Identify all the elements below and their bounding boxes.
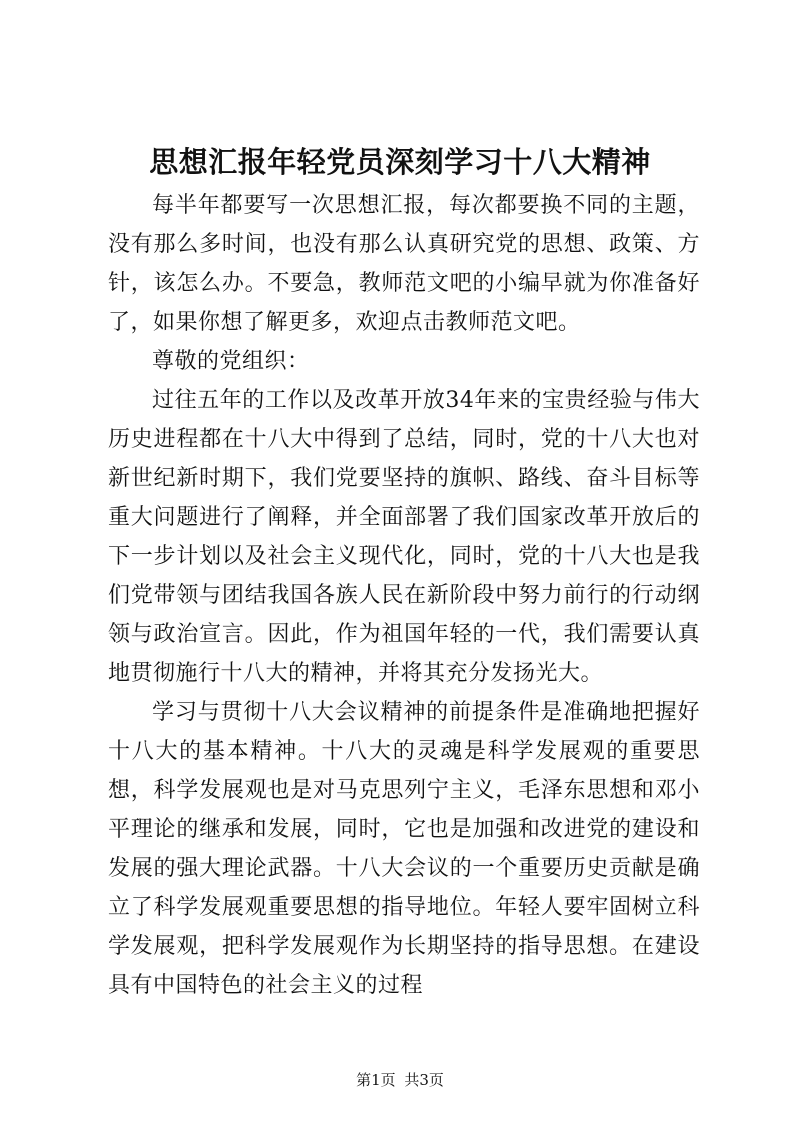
salutation: 尊敬的党组织： bbox=[152, 349, 310, 374]
document-title: 思想汇报年轻党员深刻学习十八大精神 bbox=[149, 145, 651, 179]
body-paragraph: 过往五年的工作以及改革开放34年来的宝贵经验与伟大历史进程都在十八大中得到了总结，同时，党的十八大也对新世纪新时期下，我们党要坚持的旗帜、路线、奋斗目标等重大问题进行了阐释，并全面部署了我们国家改革开放后的下一步计划以及社会主义现代化，同时，党的十八大也是我们党带领与团结我国各族人民在新阶段中努力前行的行动纲领与政治宣言。因此，作为祖国年轻的一代，我们需要认真地贯彻施行十八大的精神，并将其充分发扬光大。 bbox=[108, 388, 700, 686]
page-footer bbox=[0, 1070, 800, 1090]
intro-paragraph: 每半年都要写一次思想汇报，每次都要换不同的主题，没有那么多时间，也没有那么认真研究党的思想、政策、方针，该怎么办。不要急，教师范文吧的小编早就为你准备好了，如果你想了解更多，欢迎点击教师范文吧。 bbox=[108, 193, 700, 335]
page-number: 第1页 bbox=[356, 1071, 396, 1089]
page-total: 共3页 bbox=[404, 1071, 444, 1089]
document-body bbox=[108, 186, 700, 1005]
body-paragraph: 学习与贯彻十八大会议精神的前提条件是准确地把握好十八大的基本精神。十八大的灵魂是科学发展观的重要思想，科学发展观也是对马克思列宁主义，毛泽东思想和邓小平理论的继承和发展，同时，它也是加强和改进党的建设和发展的强大理论武器。十八大会议的一个重要历史贡献是确立了科学发展观重要思想的指导地位。年轻人要牢固树立科学发展观，把科学发展观作为长期坚持的指导思想。在建设具有中国特色的社会主义的过程 bbox=[108, 700, 700, 998]
